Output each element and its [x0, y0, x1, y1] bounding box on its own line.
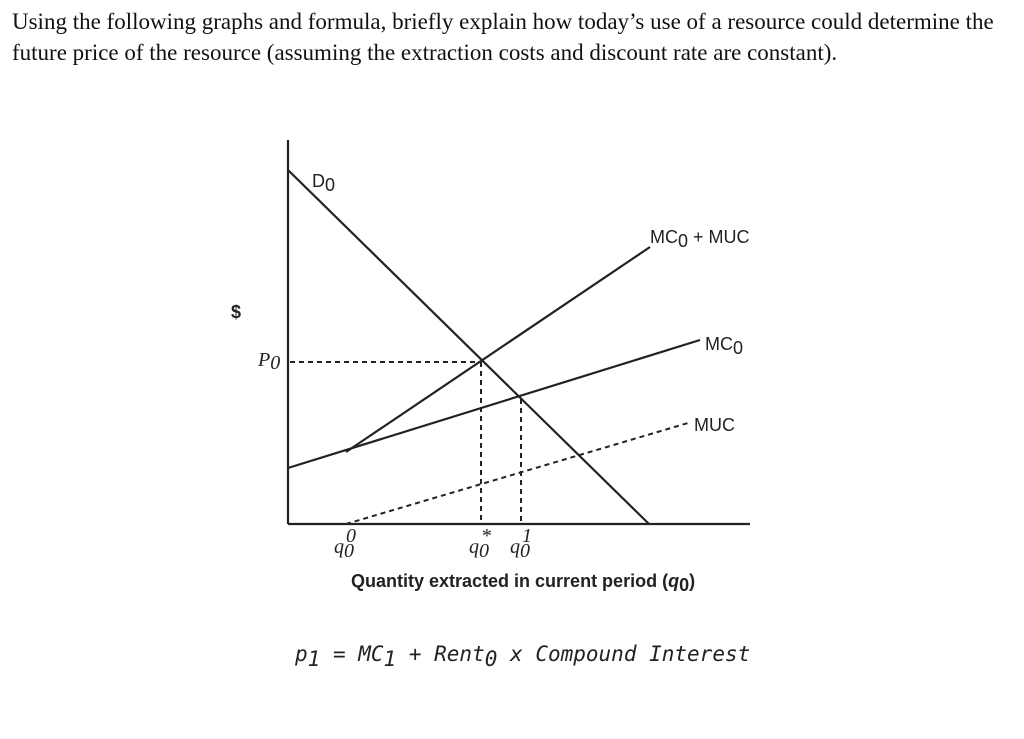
price-formula: p1 = MC1 + Rent0 x Compound Interest — [295, 642, 751, 671]
mc-plus-muc-curve — [346, 247, 650, 452]
mc-plus-muc-label: MC0 + MUC — [650, 227, 750, 251]
x-tick-q00: q00 — [334, 525, 356, 562]
muc-curve — [346, 423, 688, 524]
mc-label: MC0 — [705, 334, 744, 358]
demand-label: D0 — [312, 171, 336, 195]
x-tick-q01: q01 — [510, 525, 532, 562]
x-tick-qstar: q0* — [469, 525, 491, 562]
muc-label: MUC — [694, 415, 735, 435]
price-label: P0 — [258, 349, 281, 374]
demand-curve — [288, 170, 649, 524]
x-axis-title: Quantity extracted in current period (q0) — [351, 571, 696, 595]
mc-curve — [288, 340, 700, 468]
y-axis-symbol: $ — [231, 302, 242, 322]
question-text: Using the following graphs and formula, briefly explain how today’s use of a resource could determine the future price of the resource (assuming the extraction costs and discount rate are constant). — [12, 9, 994, 65]
